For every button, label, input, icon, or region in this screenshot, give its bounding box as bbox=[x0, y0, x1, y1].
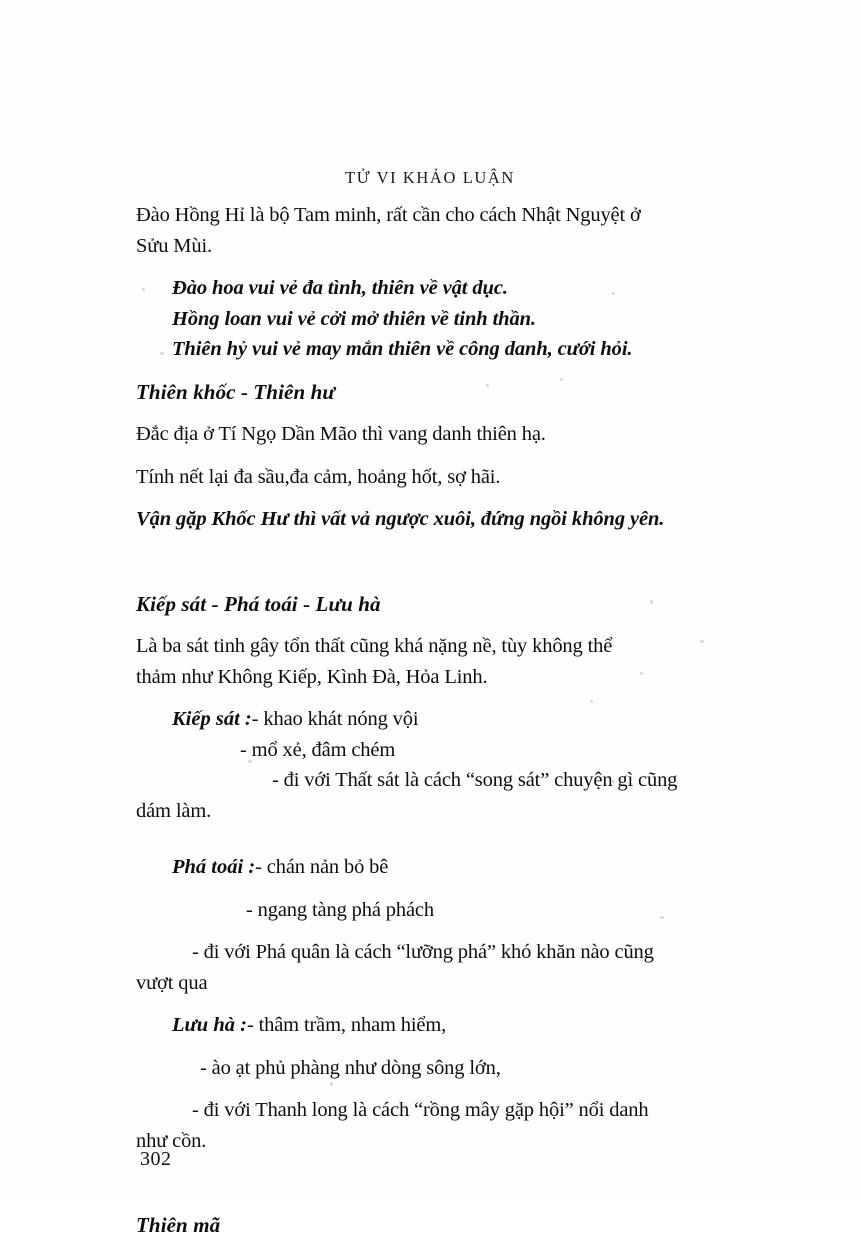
spacer bbox=[136, 492, 760, 504]
paragraph-line: Sửu Mùi. bbox=[136, 234, 212, 257]
paragraph-line: Đào Hồng Hỉ là bộ Tam minh, rất cần cho cách Nhật Nguyệt ở bbox=[136, 204, 641, 226]
luu-ha-item: - đi với Thanh long là cách “rồng mây gặp hội” nổi danh bbox=[192, 1099, 649, 1121]
luu-ha-item: - ào ạt phủ phàng như dòng sông lớn, bbox=[200, 1056, 501, 1079]
italic-line: Đào hoa vui vẻ đa tình, thiên về vật dục. bbox=[172, 277, 508, 299]
spacer bbox=[136, 1041, 760, 1053]
luu-ha-item-continued: như cồn. bbox=[136, 1129, 207, 1152]
pha-toai-label: Phá toái : bbox=[172, 856, 256, 878]
pha-toai-item-continued: vượt qua bbox=[136, 971, 208, 994]
spacer bbox=[136, 450, 760, 462]
pha-toai-item: - đi với Phá quân là cách “lưỡng phá” khó khăn nào cũng bbox=[192, 941, 654, 963]
paragraph-line: Đắc địa ở Tí Ngọ Dần Mão thì vang danh thiên hạ. bbox=[136, 423, 546, 445]
section-heading: Thiên khốc - Thiên hư bbox=[136, 379, 336, 404]
paragraph-line: thảm như Không Kiếp, Kình Đà, Hỏa Linh. bbox=[136, 665, 488, 688]
spacer bbox=[136, 535, 760, 589]
italic-line: Thiên hỷ vui vẻ may mắn thiên về công danh, cưới hỏi. bbox=[172, 338, 633, 360]
spacer bbox=[136, 1083, 760, 1095]
page-number: 302 bbox=[140, 1148, 172, 1170]
paragraph-line: Tính nết lại đa sầu,đa cảm, hoảng hốt, sợ hãi. bbox=[136, 465, 501, 488]
spacer bbox=[136, 407, 760, 419]
section-heading: Kiếp sát - Phá toái - Lưu hà bbox=[136, 591, 381, 616]
sub-item-line bbox=[136, 1010, 760, 1041]
kiep-sat-label: Kiếp sát : bbox=[172, 708, 252, 730]
italic-line: Hồng loan vui vẻ cởi mở thiên về tinh thần. bbox=[172, 307, 536, 330]
kiep-sat-item: - đi với Thất sát là cách “song sát” chuyện gì cũng bbox=[272, 769, 678, 791]
luu-ha-item: - thâm trầm, nham hiểm, bbox=[246, 1014, 447, 1036]
spacer bbox=[136, 619, 760, 631]
luu-ha-label: Lưu hà : bbox=[172, 1014, 247, 1036]
kiep-sat-item: - mổ xẻ, đâm chém bbox=[240, 738, 396, 761]
kiep-sat-item-continued: dám làm. bbox=[136, 799, 212, 822]
running-header: TỬ VI KHẢO LUẬN bbox=[345, 168, 515, 187]
sub-item-line bbox=[136, 704, 760, 735]
spacer bbox=[136, 365, 760, 377]
spacer bbox=[136, 925, 760, 937]
italic-line: Vận gặp Khốc Hư thì vất vả ngược xuôi, đứng ngồi không yên. bbox=[136, 508, 665, 530]
spacer bbox=[136, 692, 760, 704]
spacer bbox=[136, 826, 760, 852]
paragraph-line: Là ba sát tinh gây tổn thất cũng khá nặng nề, tùy không thể bbox=[136, 635, 613, 657]
kiep-sat-item: - khao khát nóng vội bbox=[251, 708, 419, 730]
page-body bbox=[136, 200, 760, 1241]
pha-toai-item: - chán nản bỏ bê bbox=[255, 856, 389, 878]
spacer bbox=[136, 883, 760, 895]
spacer bbox=[136, 261, 760, 273]
pha-toai-item: - ngang tàng phá phách bbox=[246, 898, 434, 921]
spacer bbox=[136, 1156, 760, 1210]
spacer bbox=[136, 998, 760, 1010]
sub-item-line bbox=[136, 852, 760, 883]
section-heading: Thiên mã bbox=[136, 1213, 221, 1237]
